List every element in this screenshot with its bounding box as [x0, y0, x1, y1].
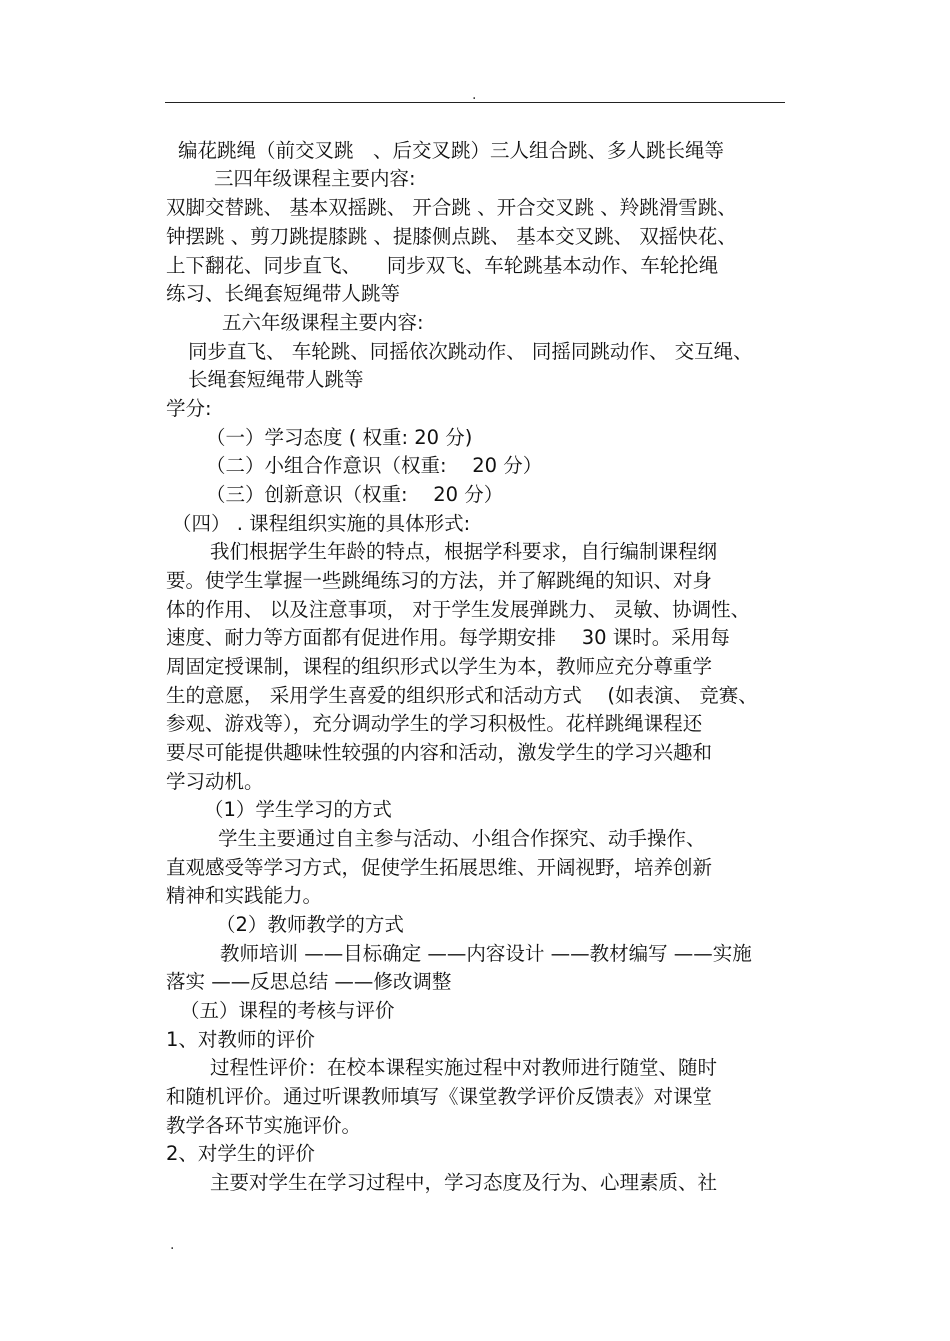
text-line: （一）学习态度 ( 权重: 20 分) — [206, 426, 473, 449]
text-line: 要。使学生掌握一些跳绳练习的方法，并了解跳绳的知识、对身 — [166, 569, 713, 592]
text-line: 学习动机。 — [166, 770, 264, 793]
text-line: 周固定授课制，课程的组织形式以学生为本，教师应充分尊重学 — [166, 655, 713, 678]
text-line: 1、对教师的评价 — [166, 1028, 315, 1051]
text-line: 生的意愿， 采用学生喜爱的组织形式和活动方式 (如表演、 竞赛、 — [166, 684, 758, 707]
text-line: 学生主要通过自主参与活动、小组合作探究、动手操作、 — [218, 827, 706, 850]
text-line: 上下翻花、同步直飞、 同步双飞、车轮跳基本动作、车轮抡绳 — [166, 254, 719, 277]
text-line: （1）学生学习的方式 — [204, 798, 392, 821]
text-line: 过程性评价：在校本课程实施过程中对教师进行随堂、随时 — [210, 1056, 718, 1079]
text-line: 长绳套短绳带人跳等 — [188, 368, 364, 391]
text-line: 主要对学生在学习过程中，学习态度及行为、心理素质、社 — [210, 1171, 718, 1194]
header-rule — [165, 102, 785, 103]
text-line: 精神和实践能力。 — [166, 884, 323, 907]
text-line: 我们根据学生年龄的特点，根据学科要求，自行编制课程纲 — [210, 540, 718, 563]
text-line: 三四年级课程主要内容: — [214, 167, 416, 190]
text-line: （五）课程的考核与评价 — [180, 999, 395, 1022]
text-line: 双脚交替跳、 基本双摇跳、 开合跳 、开合交叉跳 、羚跳滑雪跳、 — [166, 196, 737, 219]
text-line: 参观、游戏等），充分调动学生的学习积极性。花样跳绳课程还 — [166, 712, 703, 735]
text-line: 练习、长绳套短绳带人跳等 — [166, 282, 401, 305]
text-line: 直观感受等学习方式，促使学生拓展思维、开阔视野，培养创新 — [166, 856, 713, 879]
text-line: （四） . 课程组织实施的具体形式: — [172, 512, 471, 535]
text-line: 教师培训 ——目标确定 ——内容设计 ——教材编写 ——实施 — [220, 942, 752, 965]
text-line: 学分: — [166, 397, 212, 420]
text-line: 编花跳绳（前交叉跳 、后交叉跳）三人组合跳、多人跳长绳等 — [178, 139, 725, 162]
text-line: （2）教师教学的方式 — [216, 913, 404, 936]
footer-mark: . — [170, 1237, 175, 1253]
text-line: 落实 ——反思总结 ——修改调整 — [166, 970, 452, 993]
text-line: 教学各环节实施评价。 — [166, 1114, 362, 1137]
text-line: 要尽可能提供趣味性较强的内容和活动，激发学生的学习兴趣和 — [166, 741, 713, 764]
text-line: 同步直飞、 车轮跳、同摇依次跳动作、 同摇同跳动作、 交互绳、 — [188, 340, 753, 363]
text-line: 速度、耐力等方面都有促进作用。每学期安排 30 课时。采用每 — [166, 626, 730, 649]
header-mark: . — [472, 87, 477, 103]
text-line: （三）创新意识（权重: 20 分） — [206, 483, 504, 506]
text-line: （二）小组合作意识（权重: 20 分） — [206, 454, 543, 477]
text-line: 和随机评价。通过听课教师填写《课堂教学评价反馈表》对课堂 — [166, 1085, 713, 1108]
text-line: 五六年级课程主要内容: — [222, 311, 424, 334]
text-line: 钟摆跳 、剪刀跳提膝跳 、提膝侧点跳、 基本交叉跳、 双摇快花、 — [166, 225, 737, 248]
text-line: 2、对学生的评价 — [166, 1142, 315, 1165]
text-line: 体的作用、 以及注意事项， 对于学生发展弹跳力、 灵敏、协调性、 — [166, 598, 751, 621]
